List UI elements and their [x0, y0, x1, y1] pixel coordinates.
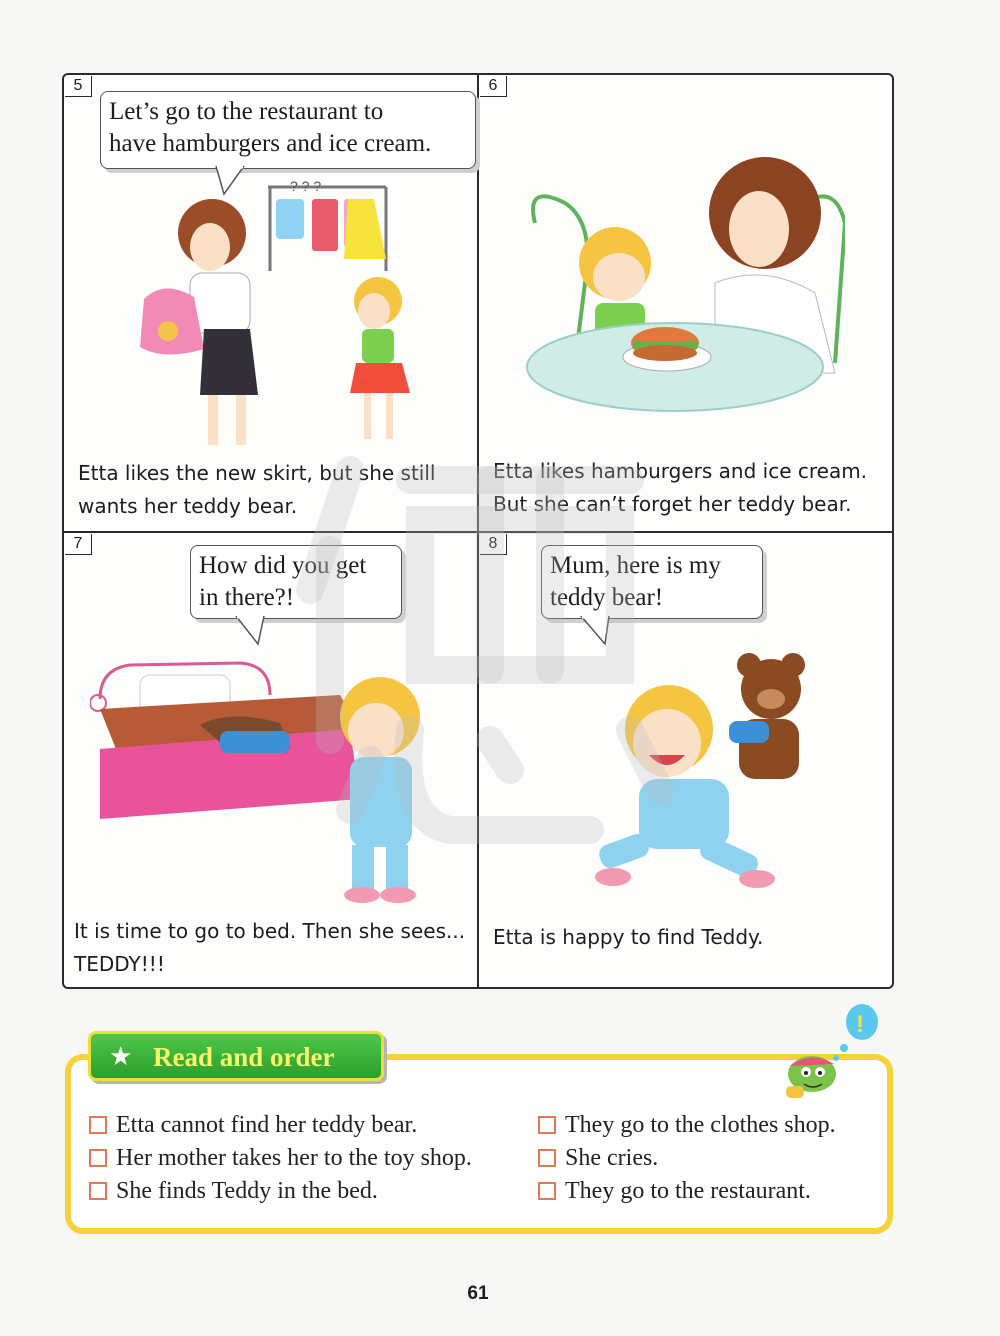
exercise-title-banner [88, 1031, 384, 1081]
star-icon: ★ [109, 1041, 133, 1071]
page-number: 61 [467, 1283, 489, 1304]
comic-panel-7 [64, 533, 477, 987]
order-item-text: She finds Teddy in the bed. [116, 1178, 378, 1204]
happy-etta-with-teddy-illustration [589, 639, 819, 909]
speech-bubble [190, 545, 402, 619]
speech-line: Let’s go to the restaurant to [109, 98, 384, 125]
speech-line: in there?! [199, 584, 295, 611]
svg-text:!: ! [856, 1011, 864, 1038]
comic-panel-5 [64, 75, 477, 531]
speech-line: Mum, here is my [550, 552, 721, 579]
order-checkbox[interactable] [538, 1182, 556, 1200]
panel-number: 5 [65, 76, 92, 97]
speech-line: teddy bear! [550, 584, 664, 611]
svg-text:? ? ?: ? ? ? [290, 179, 322, 194]
order-item-text: They go to the clothes shop. [565, 1112, 836, 1138]
order-checkbox[interactable] [89, 1116, 107, 1134]
caption-line: Etta likes hamburgers and ice cream. [493, 459, 868, 483]
panel-caption [493, 921, 763, 954]
panel-number: 7 [65, 534, 92, 555]
speech-bubble [541, 545, 763, 619]
order-item-text: Etta cannot find her teddy bear. [116, 1112, 418, 1138]
mother-and-etta-at-clothes-shop-illustration [124, 179, 444, 449]
speech-line: How did you get [199, 552, 367, 579]
comic-panel-6 [479, 75, 892, 531]
caption-line: Etta is happy to find Teddy. [493, 925, 764, 949]
order-checkbox[interactable] [538, 1116, 556, 1134]
panel-caption [78, 457, 435, 523]
caption-line: TEDDY!!! [74, 952, 165, 976]
comic-grid [62, 73, 894, 989]
panel-number: 6 [480, 76, 507, 97]
exercise-title: Read and order [153, 1042, 335, 1072]
order-checkbox[interactable] [538, 1149, 556, 1167]
order-item-text: They go to the restaurant. [565, 1178, 811, 1204]
panel-caption [74, 915, 465, 981]
panel-number: 8 [480, 534, 507, 555]
order-checkbox[interactable] [89, 1182, 107, 1200]
speech-bubble [100, 91, 476, 169]
comic-panel-8 [479, 533, 892, 987]
panel-caption [493, 455, 867, 521]
etta-and-mother-at-restaurant-illustration [515, 143, 845, 415]
order-item-text: Her mother takes her to the toy shop. [116, 1145, 472, 1171]
order-item-text: She cries. [565, 1145, 659, 1171]
mascot-exclamation-icon [782, 1002, 882, 1102]
speech-line: have hamburgers and ice cream. [109, 130, 432, 157]
caption-line: It is time to go to bed. Then she sees... [74, 919, 466, 943]
caption-line: But she can’t forget her teddy bear. [493, 492, 852, 516]
caption-line: Etta likes the new skirt, but she still [78, 461, 436, 485]
order-checkbox[interactable] [89, 1149, 107, 1167]
caption-line: wants her teddy bear. [78, 494, 298, 518]
etta-finds-teddy-in-bed-illustration [90, 639, 460, 903]
